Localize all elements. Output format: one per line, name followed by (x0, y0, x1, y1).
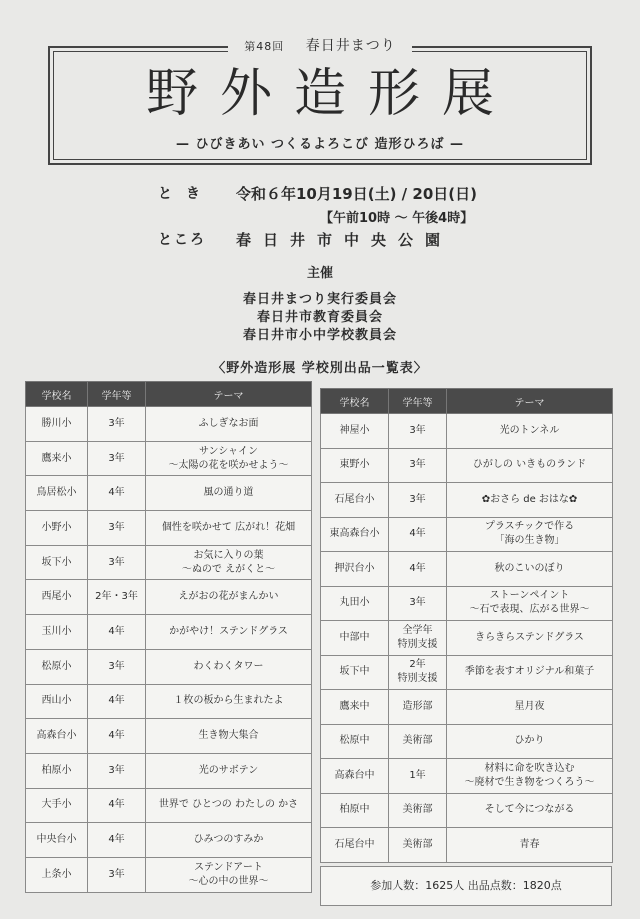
school-name-cell: 坂下小 (26, 545, 88, 580)
table-row (26, 615, 312, 650)
event-time: 【午前10時 ～ 午後4時】 (320, 211, 474, 226)
theme-cell: サンシャイン ～太陽の花を咲かせよう～ (146, 441, 312, 476)
school-name-cell: 柏原中 (321, 793, 389, 828)
table-row (26, 823, 312, 858)
event-date: 令和６年10月19日(土) / 20日(日) (236, 185, 477, 203)
theme-cell: 世界で ひとつの わたしの かさ (146, 788, 312, 823)
grade-cell: 4年 (88, 823, 146, 858)
theme-cell: ストーンペイント ～石で表現、広がる世界～ (447, 586, 613, 621)
theme-cell: 風の通り道 (146, 476, 312, 511)
school-name-cell: 坂下中 (321, 655, 389, 690)
grade-cell: 3年 (88, 407, 146, 442)
table-row (26, 407, 312, 442)
table-row (26, 788, 312, 823)
grade-cell: 3年 (88, 545, 146, 580)
theme-cell: １枚の板から生まれたよ (146, 684, 312, 719)
school-name-cell: 西山小 (26, 684, 88, 719)
grade-cell: 全学年 特別支援 (389, 621, 447, 656)
subtitle: — ひびきあい つくるよろこび 造形ひろば — (175, 137, 465, 152)
table-row (26, 857, 312, 892)
table-row (321, 483, 613, 518)
column-header: 学校名 (26, 382, 88, 407)
theme-cell: 季節を表すオリジナル和菓子 (447, 655, 613, 690)
event-venue: 春日井市中央公園 (236, 231, 453, 249)
school-name-cell: 押沢台小 (321, 552, 389, 587)
grade-cell: 3年 (88, 441, 146, 476)
table-row (26, 753, 312, 788)
theme-cell: ✿おさら de おはな✿ (447, 483, 613, 518)
theme-cell: 光のトンネル (447, 414, 613, 449)
school-table-left (25, 381, 312, 893)
school-name-cell: 西尾小 (26, 580, 88, 615)
school-name-cell: 石尾台中 (321, 828, 389, 863)
where-label: ところ (158, 232, 206, 248)
table-row (26, 649, 312, 684)
totals-summary: 参加人数：1625人 出品点数：1820点 (320, 866, 612, 906)
school-name-cell: 上条小 (26, 857, 88, 892)
grade-cell: 美術部 (389, 793, 447, 828)
organizer: 春日井まつり実行委員会 (242, 292, 397, 307)
festival-name: 春日井まつり (298, 38, 404, 54)
theme-cell: きらきらステンドグラス (447, 621, 613, 656)
table-row (321, 759, 613, 794)
school-name-cell: 東高森台小 (321, 517, 389, 552)
school-name-cell: 柏原小 (26, 753, 88, 788)
column-header: 学年等 (88, 382, 146, 407)
table-row (321, 724, 613, 759)
grade-cell: 4年 (88, 615, 146, 650)
theme-cell: 星月夜 (447, 690, 613, 725)
grade-cell: 3年 (88, 753, 146, 788)
table-row (321, 552, 613, 587)
grade-cell: 3年 (88, 511, 146, 546)
theme-cell: ふしぎなお面 (146, 407, 312, 442)
list-title: 〈野外造形展 学校別出品一覧表〉 (212, 361, 428, 376)
table-row (321, 793, 613, 828)
column-header: 学校名 (321, 389, 389, 414)
school-name-cell: 勝川小 (26, 407, 88, 442)
grade-cell: 1年 (389, 759, 447, 794)
grade-cell: 美術部 (389, 828, 447, 863)
edition-line (0, 35, 640, 55)
table-row (26, 580, 312, 615)
grade-cell: 4年 (88, 788, 146, 823)
table-row (26, 476, 312, 511)
school-name-cell: 高森台中 (321, 759, 389, 794)
school-name-cell: 鷹来中 (321, 690, 389, 725)
theme-cell: 光のサボテン (146, 753, 312, 788)
theme-cell: プラスチックで作る 「海の生き物」 (447, 517, 613, 552)
table-row (26, 441, 312, 476)
school-name-cell: 大手小 (26, 788, 88, 823)
school-name-cell: 中央台小 (26, 823, 88, 858)
theme-cell: ひかり (447, 724, 613, 759)
table-row (321, 517, 613, 552)
table-row (321, 586, 613, 621)
grade-cell: 2年・3年 (88, 580, 146, 615)
school-name-cell: 松原小 (26, 649, 88, 684)
theme-cell: 個性を咲かせて 広がれ！花畑 (146, 511, 312, 546)
table-header-row (321, 389, 613, 414)
table-body (321, 414, 613, 863)
theme-cell: お気に入りの葉 ～ぬので えがくと～ (146, 545, 312, 580)
table-header-row (26, 382, 312, 407)
grade-cell: 4年 (389, 517, 447, 552)
theme-cell: わくわくタワー (146, 649, 312, 684)
theme-cell: ひがしの いきものランド (447, 448, 613, 483)
table-row (26, 511, 312, 546)
grade-cell: 3年 (389, 414, 447, 449)
theme-cell: えがおの花がまんかい (146, 580, 312, 615)
organizer: 春日井市小中学校教員会 (242, 328, 397, 343)
theme-cell: かがやけ！ステンドグラス (146, 615, 312, 650)
page-title: 野外造形展 (145, 64, 516, 124)
table-row (26, 545, 312, 580)
grade-cell: 2年 特別支援 (389, 655, 447, 690)
column-header: 学年等 (389, 389, 447, 414)
school-name-cell: 小野小 (26, 511, 88, 546)
school-name-cell: 神屋小 (321, 414, 389, 449)
theme-cell: 生き物大集合 (146, 719, 312, 754)
edition-number: 第48回 (236, 40, 292, 53)
grade-cell: 3年 (88, 857, 146, 892)
grade-cell: 3年 (389, 586, 447, 621)
table-row (321, 690, 613, 725)
school-name-cell: 東野小 (321, 448, 389, 483)
organizer: 春日井市教育委員会 (256, 310, 383, 325)
grade-cell: 美術部 (389, 724, 447, 759)
table-row (321, 448, 613, 483)
grade-cell: 4年 (88, 476, 146, 511)
grade-cell: 造形部 (389, 690, 447, 725)
grade-cell: 3年 (389, 448, 447, 483)
theme-cell: 青春 (447, 828, 613, 863)
theme-cell: ステンドアート ～心の中の世界～ (146, 857, 312, 892)
theme-cell: 秋のこいのぼり (447, 552, 613, 587)
table-row (321, 655, 613, 690)
table-row (321, 828, 613, 863)
column-header: テーマ (146, 382, 312, 407)
table-row (26, 684, 312, 719)
school-name-cell: 石尾台小 (321, 483, 389, 518)
column-header: テーマ (447, 389, 613, 414)
grade-cell: 3年 (389, 483, 447, 518)
school-name-cell: 鷹来小 (26, 441, 88, 476)
grade-cell: 4年 (88, 719, 146, 754)
table-row (321, 414, 613, 449)
when-label: とき (158, 186, 214, 202)
grade-cell: 3年 (88, 649, 146, 684)
school-name-cell: 松原中 (321, 724, 389, 759)
school-name-cell: 中部中 (321, 621, 389, 656)
school-name-cell: 玉川小 (26, 615, 88, 650)
theme-cell: ひみつのすみか (146, 823, 312, 858)
table-row (26, 719, 312, 754)
grade-cell: 4年 (389, 552, 447, 587)
school-table-right (320, 388, 613, 863)
host-label: 主催 (306, 266, 333, 281)
school-name-cell: 高森台小 (26, 719, 88, 754)
table-row (321, 621, 613, 656)
school-name-cell: 鳥居松小 (26, 476, 88, 511)
theme-cell: そして今につながる (447, 793, 613, 828)
theme-cell: 材料に命を吹き込む ～廃材で生き物をつくろう～ (447, 759, 613, 794)
table-body (26, 407, 312, 893)
grade-cell: 4年 (88, 684, 146, 719)
school-name-cell: 丸田小 (321, 586, 389, 621)
